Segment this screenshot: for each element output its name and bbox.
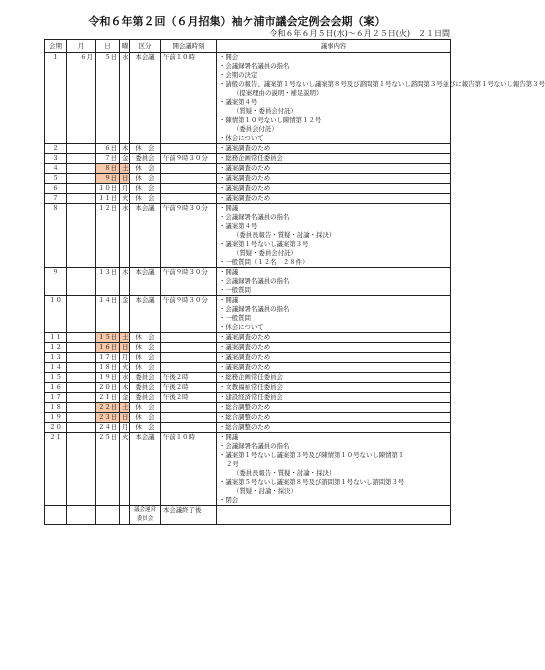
agenda-cell [217,433,451,506]
table-row [45,343,451,353]
table-row [45,154,451,164]
kind-cell: 委員会 [130,154,161,164]
agenda-item: ・文教福祉常任委員会 [219,383,283,391]
agenda-item: （委員長報告・質疑・討論・採決） [233,469,336,477]
month-cell [67,204,96,268]
month-cell [67,423,96,433]
time-cell: 午後２時 [161,393,217,403]
table-row [45,383,451,393]
agenda-cell [217,268,451,296]
day-cell: １４日 [96,296,120,333]
day-cell: １０日 [96,184,120,194]
agenda-item: ・会議録署名議員の指名 [219,305,290,313]
day-cell: ２０日 [96,383,120,393]
agenda-item: ・会議録署名議員の指名 [219,62,290,70]
session-day-cell: ４ [45,164,67,174]
weekday-cell: 水 [120,204,130,268]
time-cell [161,423,217,433]
empty-cell [67,506,96,525]
day-cell: １３日 [96,268,120,296]
month-cell [67,373,96,383]
time-cell: 午前１０時 [161,433,217,506]
agenda-item: ・議案第５号ないし議案第８号及び諮問第１号ないし諮問第３号 [219,478,405,486]
day-cell: １６日 [96,343,120,353]
agenda-item: ・議案第４号 [219,98,258,106]
agenda-item: ２号 [226,460,239,468]
agenda-cell [217,164,451,174]
kind-cell: 本会議 [130,268,161,296]
session-day-cell: ２１ [45,433,67,506]
agenda-item: ・一般質問（１２名 ２８件） [219,258,309,266]
table-row [45,268,451,296]
agenda-cell [217,373,451,383]
weekday-cell: 木 [120,268,130,296]
col-weekday: 曜 [120,40,130,53]
day-cell: ９日 [96,174,120,184]
session-period: 令和６年６月５日(水)～６月２５日(火) ２１日間 [269,29,450,38]
month-cell [67,174,96,184]
table-row [45,296,451,333]
agenda-cell [217,194,451,204]
agenda-item: ・総合調整のため [219,403,271,411]
agenda-item: ・開議 [219,433,239,441]
table-row [45,164,451,174]
month-cell [67,268,96,296]
kind-cell: 委員会 [130,373,161,383]
agenda-item: ・一般質問 [219,286,251,294]
kind-cell: 委員会 [130,383,161,393]
agenda-item: ・議案調査のため [219,184,271,192]
day-cell: １９日 [96,373,120,383]
day-cell: １７日 [96,353,120,363]
agenda-cell [217,343,451,353]
kind-cell: 休 会 [130,343,161,353]
agenda-cell [217,154,451,164]
month-cell [67,353,96,363]
day-cell: ６日 [96,144,120,154]
empty-cell [45,506,67,525]
agenda-item: ・開議 [219,296,239,304]
day-cell: ２４日 [96,423,120,433]
month-cell [67,403,96,413]
session-day-cell: ２０ [45,423,67,433]
agenda-item: ・議案第１号ないし議案第３号及び陳情第１０号ないし陳情第１ [219,451,405,459]
month-cell [67,333,96,343]
time-cell [161,333,217,343]
agenda-cell [217,333,451,343]
day-cell: ２５日 [96,433,120,506]
day-cell: １２日 [96,204,120,268]
time-cell [161,403,217,413]
session-day-cell: １４ [45,363,67,373]
agenda-item: ・議案第１号ないし議案第３号 [219,240,309,248]
session-day-cell: ８ [45,204,67,268]
kind-cell: 委員会 [130,393,161,403]
weekday-cell: 金 [120,393,130,403]
table-row [45,333,451,343]
agenda-cell [217,363,451,373]
day-cell: ８日 [96,164,120,174]
agenda-item: ・議案調査のため [219,194,271,202]
agenda-item: ・閉会 [219,496,239,504]
table-row [45,413,451,423]
kind-cell: 休 会 [130,353,161,363]
weekday-cell: 金 [120,154,130,164]
day-cell: ２３日 [96,413,120,423]
kind-cell: 休 会 [130,363,161,373]
day-cell: １１日 [96,194,120,204]
agenda-cell [217,204,451,268]
weekday-cell: 金 [120,296,130,333]
weekday-cell: 日 [120,174,130,184]
table-row [45,393,451,403]
agenda-item: ・会議録署名議員の指名 [219,442,290,450]
weekday-cell: 月 [120,184,130,194]
footer-kind-cell: 議会運営委員会 [130,506,161,525]
day-cell: ７日 [96,154,120,164]
footer-time-cell: 本会議終了後 [161,506,217,525]
agenda-cell [217,353,451,363]
document-title: 令和６年第２回（６月招集）袖ケ浦市議会定例会会期（案） [88,15,386,28]
session-day-cell: １８ [45,403,67,413]
kind-cell: 本会議 [130,204,161,268]
time-cell: 午後２時 [161,373,217,383]
agenda-item: ・建設経済常任委員会 [219,393,283,401]
time-cell: 午前９時３０分 [161,268,217,296]
month-cell [67,194,96,204]
kind-cell: 休 会 [130,403,161,413]
time-cell [161,343,217,353]
agenda-cell [217,53,545,144]
session-day-cell: １２ [45,343,67,353]
table-row [45,363,451,373]
agenda-item: ・議案調査のため [219,174,271,182]
month-cell [67,363,96,373]
time-cell [161,174,217,184]
agenda-cell [217,144,451,154]
agenda-item: ・議案調査のため [219,333,271,341]
agenda-item: ・会議録署名議員の指名 [219,277,290,285]
agenda-cell [217,413,451,423]
time-cell [161,184,217,194]
agenda-item: ・会期の決定 [219,71,258,79]
kind-cell: 休 会 [130,174,161,184]
weekday-cell: 土 [120,403,130,413]
session-day-cell: ９ [45,268,67,296]
table-row [45,373,451,383]
empty-cell [120,506,130,525]
col-day: 日 [96,40,120,53]
table-row [45,403,451,413]
time-cell [161,353,217,363]
header-row [45,40,451,53]
agenda-item: ・陳情第１０号ないし陳情第１２号 [219,116,322,124]
agenda-cell [217,403,451,413]
time-cell: 午前９時３０分 [161,296,217,333]
col-time: 開会議時刻 [161,40,217,53]
agenda-item: ・総合調整のため [219,423,271,431]
agenda-item: （委員長報告・質疑・討論・採決） [233,231,336,239]
agenda-item: ・休会について [219,323,264,331]
day-cell: ５日 [96,53,120,144]
agenda-item: ・開議 [219,204,239,212]
time-cell [161,194,217,204]
weekday-cell: 火 [120,194,130,204]
day-cell: １５日 [96,333,120,343]
time-cell [161,164,217,174]
empty-cell [217,506,451,525]
agenda-cell [217,423,451,433]
month-cell [67,413,96,423]
kind-cell: 休 会 [130,194,161,204]
time-cell [161,413,217,423]
col-session-day: 会期 [45,40,67,53]
agenda-item: ・請般の報告、議案第１号ないし議案第８号及び諮問第１号ないし諮問第３号並びに報告第１号ないし報告第３号 [219,80,545,88]
weekday-cell: 水 [120,53,130,144]
session-day-cell: ３ [45,154,67,164]
time-cell: 午前１０時 [161,53,217,144]
agenda-item: ・議案調査のため [219,164,271,172]
weekday-cell: 日 [120,343,130,353]
weekday-cell: 土 [120,164,130,174]
kind-cell: 休 会 [130,184,161,194]
month-cell [67,296,96,333]
agenda-item: ・議案調査のため [219,144,271,152]
table-row [45,144,451,154]
month-cell [67,383,96,393]
table-row [45,353,451,363]
time-cell: 午前９時３０分 [161,154,217,164]
weekday-cell: 月 [120,353,130,363]
day-cell: １８日 [96,363,120,373]
month-cell [67,144,96,154]
kind-cell: 本会議 [130,433,161,506]
session-day-cell: ７ [45,194,67,204]
session-day-cell: ６ [45,184,67,194]
agenda-item: ・議案第４号 [219,222,258,230]
agenda-item: ・総務企画常任委員会 [219,154,283,162]
session-day-cell: １９ [45,413,67,423]
month-cell [67,343,96,353]
month-cell: ６月 [67,53,96,144]
empty-cell [96,506,120,525]
agenda-item: ・総合調整のため [219,413,271,421]
kind-cell: 本会議 [130,53,161,144]
agenda-cell [217,174,451,184]
month-cell [67,393,96,403]
agenda-item: ・会議録署名議員の指名 [219,213,290,221]
agenda-item: ・開会 [219,53,239,61]
time-cell [161,144,217,154]
session-day-cell: １５ [45,373,67,383]
table-row [45,53,451,144]
month-cell [67,164,96,174]
table-row [45,194,451,204]
agenda-item: ・議案調査のため [219,343,271,351]
session-day-cell: １７ [45,393,67,403]
agenda-item: ・開議 [219,268,239,276]
weekday-cell: 月 [120,423,130,433]
agenda-item: （質疑・委員会付託） [233,249,297,257]
agenda-item: ・一般質問 [219,314,251,322]
agenda-item: ・総務企画常任委員会 [219,373,283,381]
weekday-cell: 火 [120,433,130,506]
day-cell: ２２日 [96,403,120,413]
session-day-cell: １３ [45,353,67,363]
kind-cell: 休 会 [130,413,161,423]
agenda-item: （提案理由の説明・補足説明） [233,89,323,97]
session-day-cell: １６ [45,383,67,393]
col-month: 月 [67,40,96,53]
agenda-item: （質疑・委員会付託） [233,107,297,115]
table-row [45,184,451,194]
weekday-cell: 日 [120,413,130,423]
month-cell [67,184,96,194]
agenda-item: （委員会付託） [233,125,278,133]
kind-cell: 本会議 [130,296,161,333]
time-cell [161,363,217,373]
time-cell: 午前９時３０分 [161,204,217,268]
table-row [45,174,451,184]
table-row [45,433,451,506]
time-cell: 午後２時 [161,383,217,393]
weekday-cell: 火 [120,363,130,373]
agenda-item: （質疑・討論・採決） [233,487,297,495]
weekday-cell: 木 [120,383,130,393]
agenda-cell [217,383,451,393]
agenda-cell [217,296,451,333]
agenda-item: ・議案調査のため [219,353,271,361]
schedule-table [44,39,545,525]
weekday-cell: 木 [120,144,130,154]
month-cell [67,433,96,506]
kind-cell: 休 会 [130,423,161,433]
session-day-cell: １０ [45,296,67,333]
col-agenda: 議事内容 [217,40,451,53]
kind-cell: 休 会 [130,144,161,154]
agenda-item: ・休会について [219,134,264,142]
table-row [45,204,451,268]
table-row [45,423,451,433]
session-day-cell: １ [45,53,67,144]
footer-row [45,506,451,525]
session-day-cell: ２ [45,144,67,154]
agenda-cell [217,393,451,403]
weekday-cell: 水 [120,373,130,383]
session-day-cell: ５ [45,174,67,184]
month-cell [67,154,96,164]
kind-cell: 休 会 [130,164,161,174]
kind-cell: 休 会 [130,333,161,343]
session-day-cell: １１ [45,333,67,343]
col-kind: 区分 [130,40,161,53]
agenda-item: ・議案調査のため [219,363,271,371]
agenda-cell [217,184,451,194]
day-cell: ２１日 [96,393,120,403]
weekday-cell: 土 [120,333,130,343]
